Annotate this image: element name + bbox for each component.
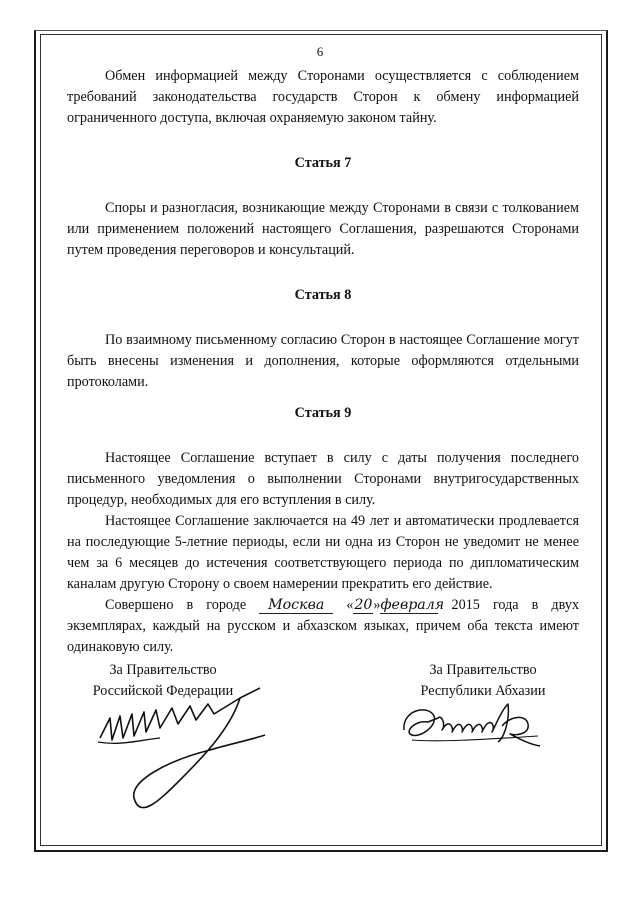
article-8-heading: Статья 8 — [294, 287, 352, 303]
article-9-heading: Статья 9 — [294, 405, 352, 421]
signatory-abkhazia-line1: За Правительство — [429, 662, 537, 678]
paragraph-duration: Настоящее Соглашение заключается на 49 лет и автоматически продлевается на последующие 5-летние периоды, если ни одна из Сторон не уведомит не менее чем за 6 месяцев до истечения соответствующего периода по дипломатическим каналам другую Сторону о своем намерении прекратить его действие. — [67, 513, 579, 592]
document-body — [67, 66, 579, 658]
article-7-heading: Статья 7 — [294, 155, 352, 171]
signatory-abkhazia-line2: Республики Абхазии — [420, 683, 546, 699]
day-open-quote: « — [346, 597, 354, 613]
signature-abkhazia — [398, 690, 548, 760]
handwritten-city: Москва — [259, 597, 333, 614]
paragraph-done-at — [67, 595, 579, 658]
paragraph-info-exchange: Обмен информацией между Сторонами осуществляется с соблюдением требований законодательства государств Сторон к обмену информацией ограниченного доступа, включая охраняемую законом тайну. — [67, 68, 579, 126]
done-prefix: Совершено в городе — [105, 597, 247, 613]
signature-russia — [90, 680, 280, 830]
paragraph-entry-into-force: Настоящее Соглашение вступает в силу с даты получения последнего письменного уведомления о выполнении Сторонами внутригосударственных процедур, необходимых для его вступления в силу. — [67, 450, 579, 508]
signatory-russia-line2: Российской Федерации — [92, 683, 234, 699]
done-suffix: 2015 года в двух экземплярах, каждый на русском и абхазском языках, причем оба текста имеют одинаковую силу. — [67, 597, 580, 655]
signatory-russia-line1: За Правительство — [109, 662, 217, 678]
day-close-quote: » — [373, 597, 381, 613]
paragraph-disputes: Споры и разногласия, возникающие между Сторонами в связи с толкованием или применением положений настоящего Соглашения, разрешаются Сторонами путем проведения переговоров и консультаций. — [67, 200, 579, 258]
handwritten-month: февраля — [380, 597, 445, 613]
page-number: 6 — [316, 44, 324, 59]
handwritten-day: 20 — [354, 597, 373, 613]
paragraph-amendments: По взаимному письменному согласию Сторон в настоящее Соглашение могут быть внесены изменения и дополнения, которые оформляются отдельными протоколами. — [67, 332, 579, 390]
